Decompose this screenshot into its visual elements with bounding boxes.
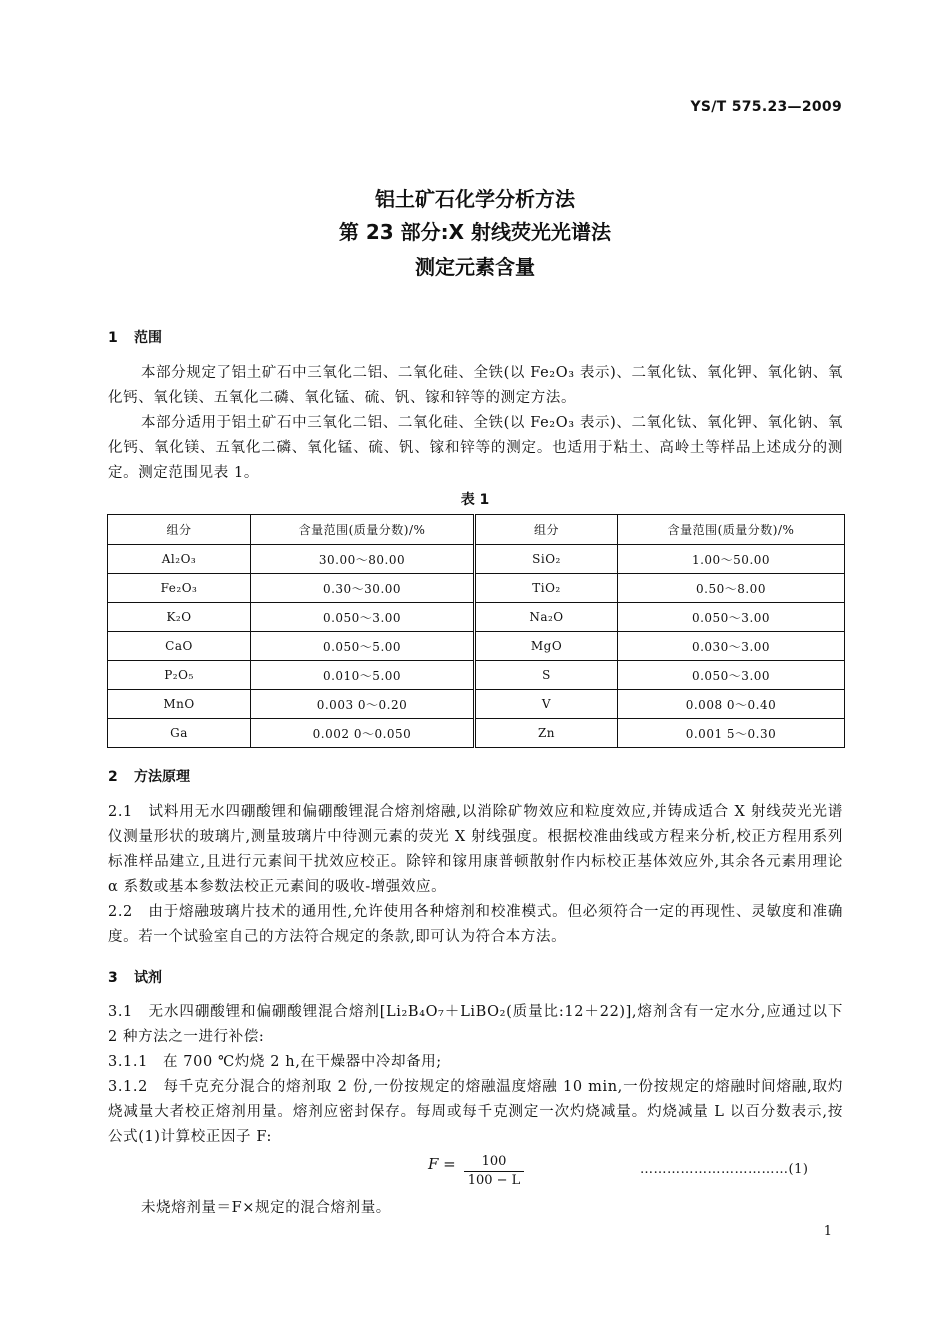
header-cell: 含量范围(质量分数)/% — [618, 515, 845, 545]
header-cell: 组分 — [475, 515, 618, 545]
table-cell: 30.00～80.00 — [251, 545, 475, 574]
section-title: 范围 — [134, 330, 162, 346]
table-cell: P₂O₅ — [108, 661, 251, 690]
section-2-heading — [108, 766, 190, 786]
standard-code: YS/T 575.23—2009 — [690, 99, 842, 115]
header-cell: 组分 — [108, 515, 251, 545]
formula-lhs: F = — [428, 1155, 456, 1173]
table-header-row — [108, 515, 845, 545]
doc-title-line1: 铝土矿石化学分析方法 — [375, 187, 575, 211]
table-cell: 0.50～8.00 — [618, 574, 845, 603]
table-cell: Na₂O — [475, 603, 618, 632]
section-number: 1 — [108, 330, 118, 346]
table-row — [108, 574, 845, 603]
formula-denominator: 100 − L — [467, 1173, 521, 1188]
table-cell: 0.002 0～0.050 — [251, 719, 475, 748]
doc-title-line3: 测定元素含量 — [415, 255, 535, 279]
section-3-para-1: 3.1 无水四硼酸锂和偏硼酸锂混合熔剂[Li₂B₄O₇＋LiBO₂(质量比:12＋22)],熔剂含有一定水分,应通过以下 2 种方法之一进行补偿: — [108, 1004, 843, 1045]
table-cell: S — [475, 661, 618, 690]
table-cell: 0.050～5.00 — [251, 632, 475, 661]
section-2-para-2: 2.2 由于熔融玻璃片技术的通用性,允许使用各种熔剂和校准模式。但必须符合一定的再现性、灵敏度和准确度。若一个试验室自己的方法符合规定的条款,即可认为符合本方法。 — [108, 904, 843, 945]
section-1-heading — [108, 327, 162, 347]
table-cell: MnO — [108, 690, 251, 719]
table-cell: CaO — [108, 632, 251, 661]
table-cell: 0.050～3.00 — [618, 603, 845, 632]
section-3-para-2: 3.1.1 在 700 ℃灼烧 2 h,在干燥器中冷却备用; — [108, 1054, 442, 1070]
table-cell: MgO — [475, 632, 618, 661]
formula-1 — [428, 1154, 521, 1188]
table-cell: Al₂O₃ — [108, 545, 251, 574]
table-cell: Fe₂O₃ — [108, 574, 251, 603]
table-cell: 0.001 5～0.30 — [618, 719, 845, 748]
table-cell: TiO₂ — [475, 574, 618, 603]
table-cell: Zn — [475, 719, 618, 748]
section-1-para-1: 本部分规定了铝土矿石中三氧化二铝、二氧化硅、全铁(以 Fe₂O₃ 表示)、二氧化钛、氧化钾、氧化钠、氧化钙、氧化镁、五氧化二磷、氧化锰、硫、钒、镓和锌等的测定方法。 — [108, 365, 843, 406]
formula-fraction — [464, 1154, 524, 1189]
table-cell: SiO₂ — [475, 545, 618, 574]
table-row — [108, 632, 845, 661]
section-2-para-1: 2.1 试料用无水四硼酸锂和偏硼酸锂混合熔剂熔融,以消除矿物效应和粒度效应,并铸成适合 X 射线荧光光谱仪测量形状的玻璃片,测量玻璃片中待测元素的荧光 X 射线强度。根据校准曲线或方程来分析,校正方程用系列标准样品建立,且进行元素间干扰效应校正。除锌和镓用康普顿散射作内标校正基体效应外,其余各元素用理论 α 系数或基本参数法校正元素间的吸收-增强效应。 — [108, 804, 843, 895]
table-caption: 表 1 — [460, 492, 490, 508]
table-cell: 1.00～50.00 — [618, 545, 845, 574]
table-cell: V — [475, 690, 618, 719]
formula-number: ……………………………(1) — [640, 1162, 809, 1177]
range-table — [107, 514, 845, 748]
table-row — [108, 661, 845, 690]
section-1-para-2: 本部分适用于铝土矿石中三氧化二铝、二氧化硅、全铁(以 Fe₂O₃ 表示)、二氧化钛、氧化钾、氧化钠、氧化钙、氧化镁、五氧化二磷、氧化锰、硫、钒、镓和锌等的测定。也适用于粘土、高岭土等样品上述成分的测定。测定范围见表 1。 — [108, 415, 843, 481]
table-cell: 0.050～3.00 — [251, 603, 475, 632]
table-cell: K₂O — [108, 603, 251, 632]
section-3-para-3: 3.1.2 每千克充分混合的熔剂取 2 份,一份按规定的熔融温度熔融 10 min,一份按规定的熔融时间熔融,取灼烧减量大者校正熔剂用量。熔剂应密封保存。每周或每千克测定一次灼烧减量。灼烧减量 L 以百分数表示,按公式(1)计算校正因子 F: — [108, 1079, 843, 1145]
table-cell: 0.050～3.00 — [618, 661, 845, 690]
table-row — [108, 690, 845, 719]
table-cell: 0.30～30.00 — [251, 574, 475, 603]
table-cell: 0.003 0～0.20 — [251, 690, 475, 719]
table-cell: Ga — [108, 719, 251, 748]
page-number: 1 — [823, 1224, 832, 1239]
section-3-heading — [108, 967, 162, 987]
section-3-para-4: 未烧熔剂量＝F×规定的混合熔剂量。 — [141, 1200, 391, 1216]
section-number: 3 — [108, 970, 118, 986]
header-cell: 含量范围(质量分数)/% — [251, 515, 475, 545]
table-cell: 0.010～5.00 — [251, 661, 475, 690]
table-row — [108, 545, 845, 574]
fraction-bar — [464, 1171, 524, 1172]
formula-numerator: 100 — [481, 1154, 507, 1169]
table-cell: 0.008 0～0.40 — [618, 690, 845, 719]
table-row — [108, 719, 845, 748]
section-number: 2 — [108, 769, 118, 785]
table-row — [108, 603, 845, 632]
section-title: 方法原理 — [134, 769, 190, 785]
doc-title-line2: 第 23 部分:X 射线荧光光谱法 — [338, 220, 612, 244]
section-title: 试剂 — [134, 970, 162, 986]
table-cell: 0.030～3.00 — [618, 632, 845, 661]
